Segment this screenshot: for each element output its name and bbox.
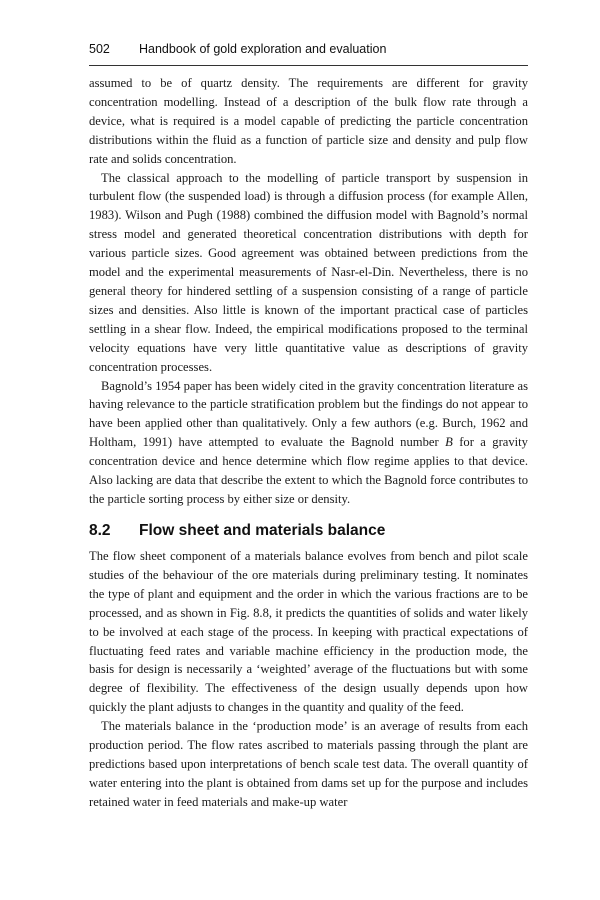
paragraph: assumed to be of quartz density. The requirements are different for gravity concentration modelling. Instead of a description of the bulk flow rate through a device, what is required is a model capable of predicting the particle concentration distributions within the fluid as a function of particle size and density and pulp flow rate and solids concentration. [89, 76, 528, 166]
body-text-top [89, 74, 528, 509]
paragraph: The flow sheet component of a materials balance evolves from bench and pilot scale studies of the behaviour of the ore materials during preliminary testing. It nominates the type of plant and equipment and the order in which the various fractions are to be processed, and as shown in Fig. 8.8, it predicts the quantities of solids and water likely to be involved at each stage of the process. In keeping with practical expectations of fluctuating feed rates and variable machine efficiency in the production mode, the basis for design is necessarily a ‘weighted’ average of the fluctuations but with some degree of flexibility. The effectiveness of the design usually depends upon how quickly the plant adjusts to changes in the quantity and quality of the feed. [89, 549, 528, 715]
section-number: 8.2 [89, 522, 111, 539]
bagnold-number-symbol: B [445, 435, 453, 450]
page-number: 502 [89, 42, 110, 56]
body-text-bottom [89, 547, 528, 812]
header-rule [89, 65, 528, 66]
section-title: Flow sheet and materials balance [139, 522, 386, 539]
paragraph: The classical approach to the modelling of particle transport by suspension in turbulent flow (the suspended load) is through a diffusion process (for example Allen, 1983). Wilson and Pugh (1988) combined the diffusion model with Bagnold’s normal stress model and generated theoretical concentration distributions with depth for various particle sizes. Good agreement was obtained between predictions from the model and the experimental measurements of Nasr-el-Din. Nevertheless, there is no general theory for hindered settling of a suspension consisting of a range of particle sizes and densities. Also little is known of the important practical case of particles settling in a shear flow. Indeed, the empirical modifications proposed to the terminal velocity equations have very little quantitative value as descriptions of gravity concentration processes. [89, 170, 528, 374]
running-head [89, 42, 386, 56]
book-title: Handbook of gold exploration and evaluation [139, 42, 387, 56]
section-heading [89, 522, 528, 540]
paragraph [89, 377, 528, 509]
paragraph: The materials balance in the ‘production mode’ is an average of results from each production period. The flow rates ascribed to materials passing through the plant are predictions based upon interpretations of bench scale test data. The overall quantity of water entering into the plant is obtained from dams set up for the purpose and includes retained water in feed materials and make-up water [89, 719, 528, 809]
paragraph-text: Bagnold’s 1954 paper has been widely cited in the gravity concentration literature as having relevance to the particle stratification problem but the findings do not appear to have been applied other than qualitatively. Only a few authors (e.g. Burch, 1962 and Holtham, 1991) have attempted to evaluate the Bagnold number [89, 378, 528, 450]
paragraph-text: for a gravity concentration device and hence determine which flow regime applies to that device. Also lacking are data that describe the extent to which the Bagnold force contributes to the particle sorting process by either size or density. [89, 435, 528, 506]
